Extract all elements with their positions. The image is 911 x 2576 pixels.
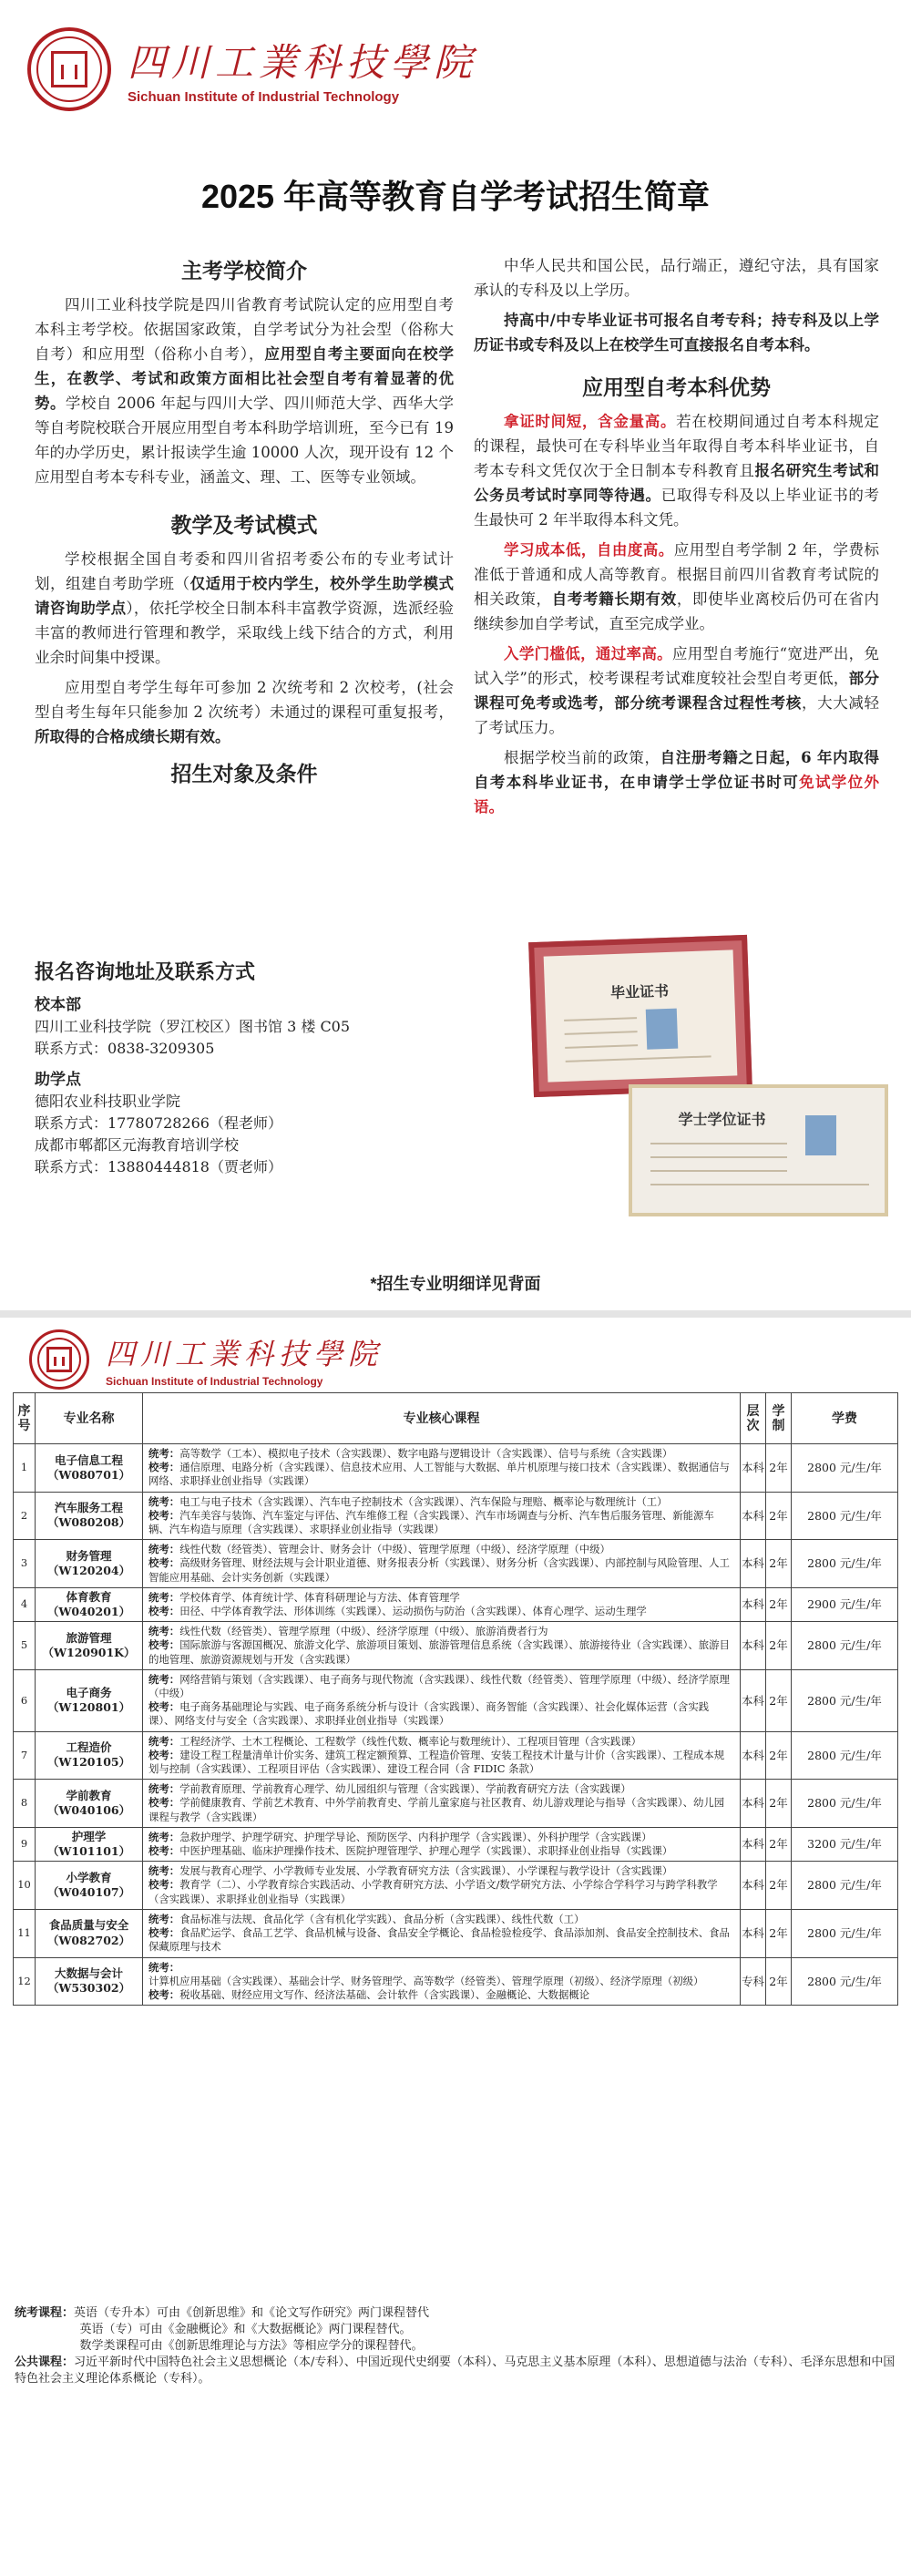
enroll-paragraph-2: 持高中/中专毕业证书可报名自考专科；持专科及以上学历证书或专科及以上在校学生可直接报名自考本科。 (474, 312, 879, 354)
teaching-paragraph-1: 学校根据全国自考委和四川省招考委公布的专业考试计划，组建自考助学班（仅适用于校内学生，校外学生助学模式请咨询助学点），依托学校全日制本科丰富教学资源，选派经验丰富的教师进行管理和教学，采取线上线下结合的方式，利用业余时间集中授课。 (35, 550, 455, 666)
school-header (27, 16, 477, 121)
table-row (14, 1669, 898, 1731)
degree-certificate-title: 学士学位证书 (678, 1113, 766, 1128)
table-footnotes (15, 2305, 898, 2387)
enroll-paragraph-1: 中华人民共和国公民，品行端正，遵纪守法，具有国家承认的专科及以上学历。 (474, 257, 879, 299)
table-row (14, 1444, 898, 1493)
row-level: 本科 (741, 1669, 766, 1731)
row-fee: 2800 元/生/年 (792, 1622, 898, 1670)
row-fee: 2800 元/生/年 (792, 1780, 898, 1828)
point-1-name: 德阳农业科技职业学院 (35, 1093, 181, 1110)
row-years: 2年 (766, 1540, 792, 1588)
teaching-heading: 教学及考试模式 (170, 513, 318, 537)
row-years: 2年 (766, 1587, 792, 1621)
advantage-heading: 应用型自考本科优势 (582, 375, 771, 399)
row-courses: 统考：网络营销与策划（含实践课）、电子商务与现代物流（含实践课）、线性代数（经管类）、管理学原理（中级）、经济学原理（中级） 校考：电子商务基础理论与实践、电子商务系统分析与设计（含实践课）、商务智能（含实践课）、社会化媒体运营（含实践课）、网络支付与安全（含实践课）、求职择业创业指导（实践课） (143, 1669, 741, 1731)
row-years: 2年 (766, 1862, 792, 1910)
col-no: 序号 (14, 1393, 36, 1444)
right-column (474, 253, 879, 825)
row-courses: 统考：食品标准与法规、食品化学（含有机化学实践）、食品分析（含实践课）、线性代数（工） 校考：食品贮运学、食品工艺学、食品机械与设备、食品安全学概论、食品检验检疫学、食品添加剂、食品安全控制技术、食品保藏原理与技术 (143, 1909, 741, 1957)
point-2-name: 成都市郫都区元海教育培训学校 (35, 1136, 240, 1154)
row-level: 专科 (741, 1957, 766, 2006)
advantage-paragraph-4: 根据学校当前的政策，自注册考籍之日起，6 年内取得自考本科毕业证书，在申请学士学位证书时可免试学位外语。 (474, 749, 880, 816)
photo-icon (646, 1009, 679, 1050)
graduation-certificate-title: 毕业证书 (609, 983, 670, 1002)
row-level: 本科 (741, 1444, 766, 1493)
row-major-name: 电子商务 （W120801） (36, 1669, 143, 1731)
row-courses: 统考：计算机应用基础（含实践课）、基础会计学、财务管理学、高等数学（经管类）、管理学原理（初级）、经济学原理（初级） 校考：税收基础、财经应用文写作、经济法基础、会计软件（含实践课）、金融概论、大数据概论 (143, 1957, 741, 2006)
contact-heading: 报名咨询地址及联系方式 (35, 960, 256, 983)
table-row (14, 1540, 898, 1588)
row-years: 2年 (766, 1827, 792, 1861)
row-no: 6 (14, 1669, 36, 1731)
advantage-paragraph-1: 拿证时间短，含金量高。若在校期间通过自考本科规定的课程，最快可在专科毕业当年取得自考本科毕业证书，自考本专科文凭仅次于全日制本专科教育且报名研究生考试和公务员考试时享同等待遇。已取得专科及以上毕业证书的考生最快可 2 年半取得本科文凭。 (474, 413, 880, 529)
row-courses: 统考：急救护理学、护理学研究、护理学导论、预防医学、内科护理学（含实践课）、外科护理学（含实践课） 校考：中医护理基础、临床护理操作技术、医院护理管理学、护理心理学（实践课）、求职择业创业指导（实践课） (143, 1827, 741, 1861)
row-major-name: 体育教育 （W040201） (36, 1587, 143, 1621)
school-seal-logo (29, 1329, 89, 1390)
contact-section (35, 961, 508, 1178)
table-row (14, 1492, 898, 1540)
table-row (14, 1909, 898, 1957)
school-header-2 (29, 1323, 383, 1396)
row-level: 本科 (741, 1622, 766, 1670)
col-course: 专业核心课程 (143, 1393, 741, 1444)
row-level: 本科 (741, 1492, 766, 1540)
row-fee: 2800 元/生/年 (792, 1862, 898, 1910)
row-fee: 2800 元/生/年 (792, 1957, 898, 2006)
row-no: 12 (14, 1957, 36, 2006)
degree-certificate-image (629, 1084, 888, 1216)
row-years: 2年 (766, 1492, 792, 1540)
table-row (14, 1957, 898, 2006)
hq-address: 四川工业科技学院（罗江校区）图书馆 3 楼 C05 (35, 1018, 351, 1035)
row-no: 9 (14, 1827, 36, 1861)
row-level: 本科 (741, 1827, 766, 1861)
school-seal-logo (27, 27, 111, 111)
advantage-paragraph-3: 入学门槛低，通过率高。应用型自考施行“宽进严出，免试入学”的形式，校考课程考试难度较社会型自考更低，部分课程可免考或选考，部分统考课程含过程性考核，大大减轻了考试压力。 (474, 645, 880, 736)
intro-paragraph: 四川工业科技学院是四川省教育考试院认定的应用型自考本科主考学校。依据国家政策，自学考试分为社会型（俗称大自考）和应用型（俗称小自考），应用型自考主要面向在校学生，在教学、考试和政策方面相比社会型自考有着显著的优势。学校自 2006 年起与四川大学、四川师范大学、西华大学等自考院校联合开展应用型自考本科助学培训班，至今已有 19 年的办学历史，累计报读学生逾 10000 人次，现开设有 12 个应用型自考本专科专业，涵盖文、理、工、医等专业领域。 (35, 296, 454, 486)
school-name-cn: 四川工業科技學院 (128, 40, 478, 85)
row-fee: 2800 元/生/年 (792, 1540, 898, 1588)
row-no: 4 (14, 1587, 36, 1621)
school-name-cn-2: 四川工業科技學院 (106, 1337, 384, 1371)
enroll-heading: 招生对象及条件 (170, 762, 318, 785)
row-level: 本科 (741, 1909, 766, 1957)
row-fee: 2800 元/生/年 (792, 1669, 898, 1731)
table-header-row (14, 1393, 898, 1444)
footnote-tongkao-3: 数学类课程可由《创新思维理论与方法》等相应学分的课程替代。 (79, 2339, 424, 2353)
row-major-name: 学前教育 （W040106） (36, 1780, 143, 1828)
row-major-name: 食品质量与安全 （W082702） (36, 1909, 143, 1957)
table-row (14, 1731, 898, 1780)
row-no: 11 (14, 1909, 36, 1957)
back-page-note: *招生专业明细详见背面 (370, 1275, 541, 1293)
col-name: 专业名称 (36, 1393, 143, 1444)
hq-phone: 联系方式：0838-3209305 (35, 1040, 215, 1057)
page-divider (0, 1310, 911, 1318)
table-row (14, 1587, 898, 1621)
advantage-paragraph-2: 学习成本低，自由度高。应用型自考学制 2 年，学费标准低于普通和成人高等教育。根据目前四川省教育考试院的相关政策，自考考籍长期有效，即使毕业离校后仍可在省内继续参加自学考试，直至完成学业。 (474, 541, 880, 632)
row-no: 5 (14, 1622, 36, 1670)
point-label: 助学点 (35, 1071, 81, 1088)
row-major-name: 小学教育 （W040107） (36, 1862, 143, 1910)
table-row (14, 1827, 898, 1861)
row-no: 2 (14, 1492, 36, 1540)
row-fee: 2800 元/生/年 (792, 1492, 898, 1540)
row-years: 2年 (766, 1669, 792, 1731)
photo-icon (805, 1115, 836, 1155)
row-major-name: 汽车服务工程 （W080208） (36, 1492, 143, 1540)
footnote-tongkao: 统考课程：英语（专升本）可由《创新思维》和《论文写作研究》两门课程替代 (15, 2306, 430, 2320)
hq-label: 校本部 (35, 996, 81, 1013)
row-fee: 3200 元/生/年 (792, 1827, 898, 1861)
row-major-name: 财务管理 （W120204） (36, 1540, 143, 1588)
table-row (14, 1780, 898, 1828)
row-no: 10 (14, 1862, 36, 1910)
row-years: 2年 (766, 1780, 792, 1828)
row-fee: 2900 元/生/年 (792, 1587, 898, 1621)
row-fee: 2800 元/生/年 (792, 1444, 898, 1493)
footnote-tongkao-2: 英语（专）可由《金融概论》和《大数据概论》两门课程替代。 (79, 2323, 412, 2336)
row-courses: 统考：线性代数（经管类）、管理学原理（中级）、经济学原理（中级）、旅游消费者行为 校考：国际旅游与客源国概况、旅游文化学、旅游项目策划、旅游管理信息系统（含实践课）、旅游接待业（含实践课）、旅游目的地管理、旅游资源规划与开发（含实践课） (143, 1622, 741, 1670)
school-name-en: Sichuan Institute of Industrial Technology (128, 89, 400, 105)
row-no: 7 (14, 1731, 36, 1780)
col-level: 层次 (741, 1393, 766, 1444)
row-major-name: 电子信息工程 （W080701） (36, 1444, 143, 1493)
row-courses: 统考：学前教育原理、学前教育心理学、幼儿园组织与管理（含实践课）、学前教育研究方法（含实践课） 校考：学前健康教育、学前艺术教育、中外学前教育史、学前儿童家庭与社区教育、幼儿游戏理论与指导（含实践课）、幼儿园课程与教学（含实践课） (143, 1780, 741, 1828)
row-years: 2年 (766, 1731, 792, 1780)
point-1-phone: 联系方式：17780728266（程老师） (35, 1114, 282, 1132)
left-column (35, 253, 454, 795)
row-courses: 统考：高等数学（工本）、模拟电子技术（含实践课）、数字电路与逻辑设计（含实践课）、信号与系统（含实践课） 校考：通信原理、电路分析（含实践课）、信息技术应用、人工智能与大数据、单片机原理与接口技术（含实践课）、数据通信与网络、求职择业创业指导（实践课） (143, 1444, 741, 1493)
table-row (14, 1622, 898, 1670)
footnote-gonggong: 公共课程：习近平新时代中国特色社会主义思想概论（本/专科）、中国近现代史纲要（本科）、马克思主义基本原理（本科）、思想道德与法治（专科）、毛泽东思想和中国特色社会主义理论体系概论（专科）。 (15, 2355, 896, 2386)
row-courses: 统考：线性代数（经管类）、管理会计、财务会计（中级）、管理学原理（中级）、经济学原理（中级） 校考：高级财务管理、财经法规与会计职业道德、财务报表分析（实践课）、财务分析（含实践课）、内部控制与风险管理、人工智能应用基础、会计实务创新（实践课） (143, 1540, 741, 1588)
row-no: 3 (14, 1540, 36, 1588)
graduation-certificate-image (528, 935, 752, 1097)
school-name-en-2: Sichuan Institute of Industrial Technology (106, 1375, 323, 1388)
row-years: 2年 (766, 1957, 792, 2006)
row-major-name: 旅游管理 （W120901K） (36, 1622, 143, 1670)
teaching-paragraph-2: 应用型自考学生每年可参加 2 次统考和 2 次校考，(社会型自考生每年只能参加 2 次统考）未通过的课程可重复报考，所取得的合格成绩长期有效。 (35, 679, 454, 745)
row-years: 2年 (766, 1909, 792, 1957)
row-courses: 统考：学校体育学、体育统计学、体育科研理论与方法、体育管理学 校考：田径、中学体育教学法、形体训练（实践课）、运动损伤与防治（含实践课）、体育心理学、运动生理学 (143, 1587, 741, 1621)
row-level: 本科 (741, 1862, 766, 1910)
row-fee: 2800 元/生/年 (792, 1909, 898, 1957)
row-major-name: 工程造价 （W120105） (36, 1731, 143, 1780)
row-level: 本科 (741, 1780, 766, 1828)
table-row (14, 1862, 898, 1910)
row-years: 2年 (766, 1622, 792, 1670)
row-years: 2年 (766, 1444, 792, 1493)
school-name (128, 33, 477, 105)
row-no: 8 (14, 1780, 36, 1828)
row-major-name: 护理学 （W101101） (36, 1827, 143, 1861)
row-level: 本科 (741, 1540, 766, 1588)
row-courses: 统考：发展与教育心理学、小学教师专业发展、小学教育研究方法（含实践课）、小学课程与教学设计（含实践课） 校考：教育学（二）、小学教育综合实践活动、小学教育研究方法、小学语文/数学研究方法、小学综合学科学习与跨学科教学（含实践课）、求职择业创业指导（实践课） (143, 1862, 741, 1910)
row-courses: 统考：工程经济学、土木工程概论、工程数学（线性代数、概率论与数理统计）、工程项目管理（含实践课） 校考：建设工程工程量清单计价实务、建筑工程定额预算、工程造价管理、安装工程技术计量与计价（含实践课）、工程成本规划与控制（含实践课）、工程项目评估（含实践课）、建设工程合同（含 FIDIC 条款） (143, 1731, 741, 1780)
col-fee: 学费 (792, 1393, 898, 1444)
point-2-phone: 联系方式：13880444818（贾老师） (35, 1158, 282, 1175)
row-courses: 统考：电工与电子技术（含实践课）、汽车电子控制技术（含实践课）、汽车保险与理赔、概率论与数理统计（工） 校考：汽车美容与装饰、汽车鉴定与评估、汽车维修工程（含实践课）、汽车市场调查与分析、汽车售后服务管理、新能源车辆、汽车构造与原理（含实践课）、求职择业创业指导（实践课） (143, 1492, 741, 1540)
major-table (13, 1392, 898, 2006)
row-level: 本科 (741, 1587, 766, 1621)
row-no: 1 (14, 1444, 36, 1493)
row-level: 本科 (741, 1731, 766, 1780)
row-major-name: 大数据与会计 （W530302） (36, 1957, 143, 2006)
intro-heading: 主考学校简介 (181, 259, 307, 282)
col-years: 学制 (766, 1393, 792, 1444)
row-fee: 2800 元/生/年 (792, 1731, 898, 1780)
page-title: 2025 年高等教育自学考试招生简章 (200, 178, 711, 215)
